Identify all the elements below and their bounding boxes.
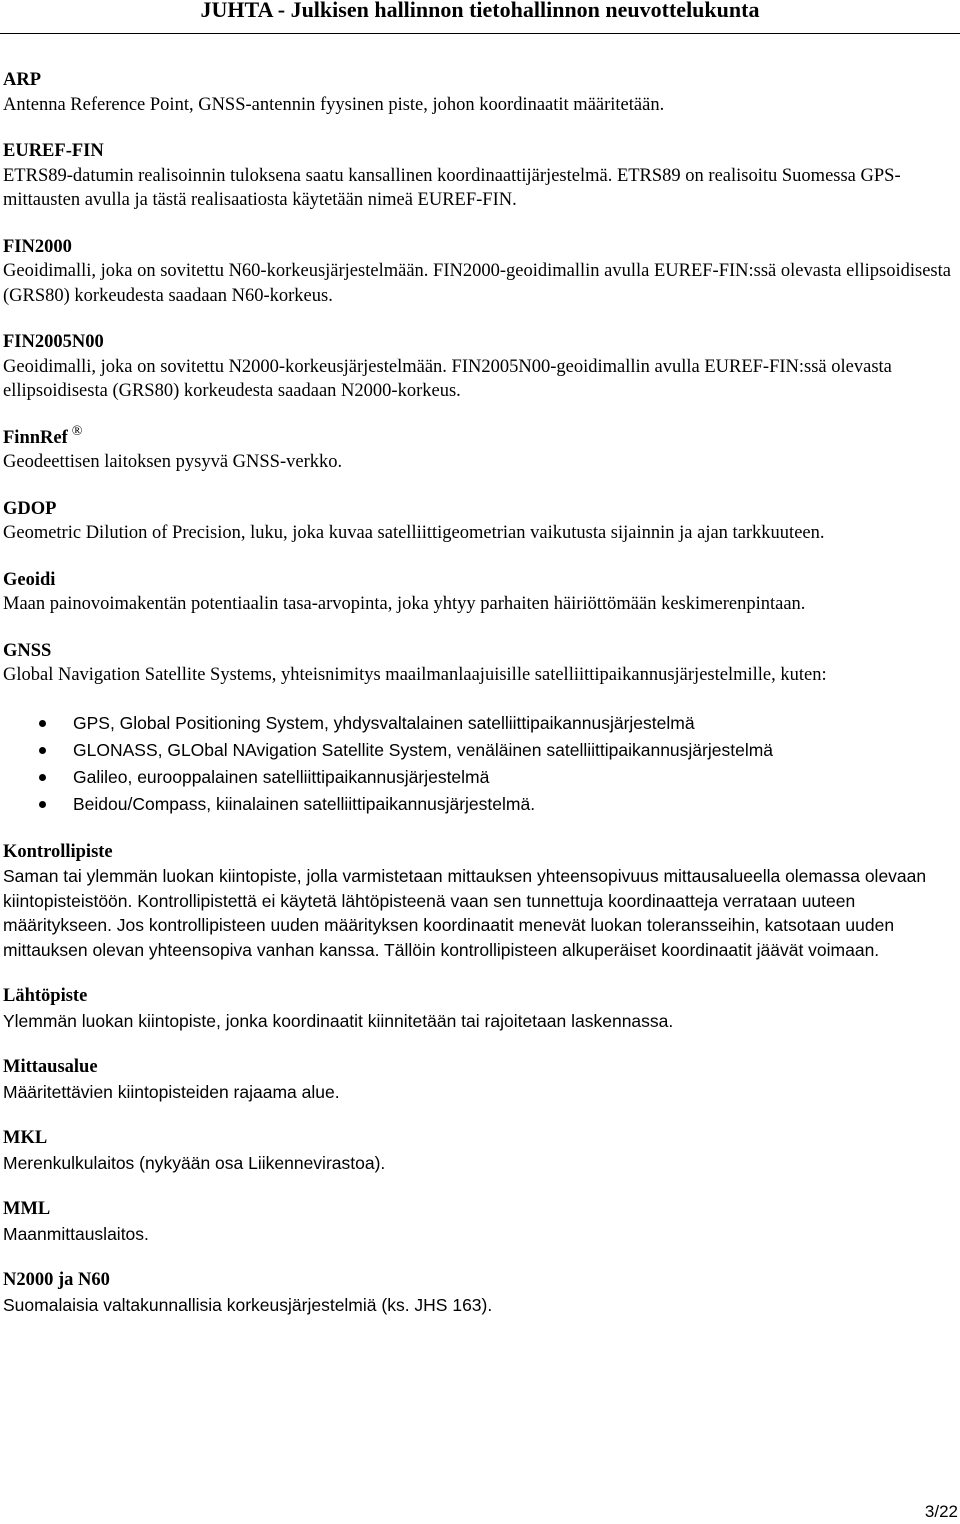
- definition: Suomalaisia valtakunnallisia korkeusjärjestelmiä (ks. JHS 163).: [3, 1294, 493, 1315]
- registered-mark: ®: [71, 423, 83, 439]
- bullet-icon: [39, 801, 46, 808]
- bullet-icon: [39, 720, 46, 727]
- term: MML: [3, 1199, 51, 1219]
- glossary-entry-mml: [3, 1197, 955, 1246]
- header-divider: [0, 33, 960, 34]
- list-item: [3, 791, 955, 818]
- term: FinnRef: [3, 427, 68, 448]
- definition: Global Navigation Satellite Systems, yhteisnimitys maailmanlaajuisille satelliittipaikannusjärjestelmille, kuten:: [3, 665, 827, 685]
- list-item-text: GPS, Global Positioning System, yhdysvaltalainen satelliittipaikannusjärjestelmä: [73, 712, 695, 733]
- list-item: [3, 710, 955, 737]
- definition: Antenna Reference Point, GNSS-antennin fyysinen piste, johon koordinaatit määritetään.: [3, 94, 665, 115]
- bullet-icon: [39, 747, 46, 754]
- term: FIN2005N00: [3, 332, 104, 352]
- list-item-text: GLONASS, GLObal NAvigation Satellite System, venäläinen satelliittipaikannusjärjestelmä: [73, 739, 774, 760]
- term: FIN2000: [3, 236, 72, 257]
- list-item: [3, 737, 955, 764]
- definition: ETRS89-datumin realisoinnin tuloksena saatu kansallinen koordinaattijärjestelmä. ETRS89 on realisoitu Suomessa GPS-mittausten avulla ja tästä realisaatiosta käytetään nimeä EUREF-FIN.: [3, 165, 901, 210]
- definition: Geoidimalli, joka on sovitettu N60-korkeusjärjestelmään. FIN2000-geoidimallin avulla EUREF-FIN:ssä olevasta ellipsoidisesta (GRS80) korkeudesta saadaan N60-korkeus.: [3, 261, 951, 306]
- glossary-entry-fin2000: [3, 235, 955, 309]
- page-header: [0, 0, 960, 46]
- bullet-icon: [39, 774, 46, 781]
- list-item-text: Galileo, eurooppalainen satelliittipaikannusjärjestelmä: [73, 766, 490, 787]
- list-item: [3, 764, 955, 791]
- definition: Ylemmän luokan kiintopiste, jonka koordinaatit kiinnitetään tai rajoitetaan laskennassa.: [3, 1010, 674, 1031]
- definition: Merenkulkulaitos (nykyään osa Liikennevirastoa).: [3, 1152, 386, 1173]
- term: Mittausalue: [3, 1057, 98, 1077]
- glossary-entry-mkl: [3, 1126, 955, 1175]
- glossary-entry-finnref: [3, 423, 955, 475]
- definition: Geoidimalli, joka on sovitettu N2000-korkeusjärjestelmään. FIN2005N00-geoidimallin avulla EUREF-FIN:ssä olevasta ellipsoidisesta (GRS80) korkeudesta saadaan N2000-korkeus.: [3, 356, 892, 401]
- definition: Maanmittauslaitos.: [3, 1223, 149, 1244]
- glossary-entry-kontrollipiste: [3, 840, 955, 963]
- glossary-entry-euref-fin: [3, 139, 955, 213]
- term-with-mark: [3, 423, 955, 451]
- definition: Määritettävien kiintopisteiden rajaama alue.: [3, 1081, 340, 1102]
- definition: Saman tai ylemmän luokan kiintopiste, jolla varmistetaan mittauksen yhteensopivuus mittausalueella olemassa olevaan kiintopisteistöön. Kontrollipistettä ei käytetä lähtöpisteenä vaan sen tunnettuja koordinaatteja verrataan uuteen määritykseen. Jos kontrollipisteen uuden määrityksen koordinaatit menevät luokan toleransseihin, katsotaan uuden mittauksen olevan yhteensopiva vanhan kanssa. Tällöin kontrollipisteen alkuperäiset koordinaatit jäävät voimaan.: [3, 866, 927, 960]
- definition: Geometric Dilution of Precision, luku, joka kuvaa satelliittigeometrian vaikutusta sijainnin ja ajan tarkkuuteen.: [3, 523, 825, 543]
- definition: Maan painovoimakentän potentiaalin tasa-arvopinta, joka yhtyy parhaiten häiriöttömään keskimerenpintaan.: [3, 594, 806, 614]
- glossary-entry-geoidi: [3, 568, 955, 617]
- glossary-entry-fin2005n00: [3, 330, 955, 404]
- glossary-entry-arp: [3, 68, 955, 117]
- page-number: 3/22: [924, 1502, 958, 1521]
- glossary-entry-mittausalue: [3, 1055, 955, 1104]
- term: GNSS: [3, 640, 52, 661]
- list-item-text: Beidou/Compass, kiinalainen satelliittipaikannusjärjestelmä.: [73, 793, 536, 814]
- term: MKL: [3, 1128, 48, 1148]
- term: Geoidi: [3, 569, 56, 590]
- header-title: JUHTA - Julkisen hallinnon tietohallinnon neuvottelukunta: [200, 0, 760, 22]
- definition: Geodeettisen laitoksen pysyvä GNSS-verkko.: [3, 452, 343, 472]
- glossary-entry-n2000-n60: [3, 1268, 955, 1317]
- term: ARP: [3, 70, 42, 90]
- term: GDOP: [3, 498, 57, 519]
- term: N2000 ja N60: [3, 1270, 110, 1290]
- glossary-entry-lahtopiste: [3, 984, 955, 1033]
- term: Kontrollipiste: [3, 841, 113, 862]
- glossary-entry-gdop: [3, 497, 955, 546]
- term: Lähtöpiste: [3, 986, 88, 1006]
- glossary: [3, 68, 955, 1339]
- term: EUREF-FIN: [3, 141, 104, 161]
- glossary-entry-gnss: [3, 639, 955, 818]
- gnss-systems-list: [3, 710, 955, 818]
